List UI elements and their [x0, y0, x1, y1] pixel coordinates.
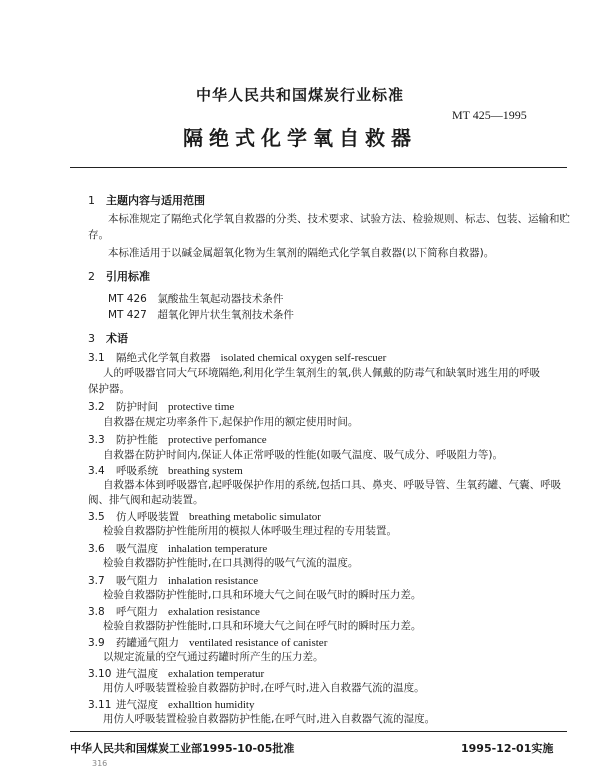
- section-number: 3: [88, 332, 95, 345]
- document-title: 隔绝式化学氧自救器: [183, 126, 417, 150]
- term-definition: 自救器本体到呼吸器官,起呼吸保护作用的系统,包括口具、鼻夹、呼吸导管、生氧药罐、气囊、呼吸: [103, 479, 562, 491]
- term-english: protective time: [168, 401, 235, 413]
- footer-divider: [70, 731, 567, 732]
- term-definition: 检验自救器防护性能时,口具和环境大气之间在呼气时的瞬时压力差。: [103, 620, 422, 632]
- paragraph-line: 本标准适用于以碱金属超氧化物为生氧剂的隔绝式化学氧自救器(以下简称自救器)。: [108, 247, 495, 259]
- reference-item: MT 427 超氧化钾片状生氧剂技术条件: [108, 309, 294, 321]
- term-number: 3.2: [88, 401, 105, 413]
- term-number: 3.11: [88, 699, 112, 711]
- term-definition: 人的呼吸器官同大气环境隔绝,利用化学生氧剂生的氧,供人佩戴的防毒气和缺氧时逃生用的呼吸: [103, 367, 541, 379]
- term-definition: 检验自救器防护性能所用的模拟人体呼吸生理过程的专用装置。: [103, 525, 397, 537]
- section-3-heading: [88, 330, 128, 346]
- term-definition: 保护器。: [88, 383, 130, 395]
- term-heading: [88, 350, 386, 366]
- term-chinese: 进气湿度: [116, 699, 158, 711]
- term-number: 3.10: [88, 668, 112, 680]
- term-number: 3.7: [88, 575, 105, 587]
- paragraph-line: 本标准规定了隔绝式化学氧自救器的分类、技术要求、试验方法、检验规则、标志、包装、运输和贮: [108, 213, 570, 225]
- term-english: isolated chemical oxygen self-rescuer: [220, 352, 387, 364]
- term-heading: [88, 432, 267, 448]
- term-english: inhalation resistance: [168, 575, 259, 587]
- term-number: 3.8: [88, 606, 105, 618]
- term-number: 3.6: [88, 543, 105, 555]
- term-chinese: 吸气温度: [116, 543, 158, 555]
- term-english: ventilated resistance of canister: [189, 637, 328, 649]
- term-english: breathing system: [168, 465, 243, 477]
- term-chinese: 隔绝式化学氧自救器: [116, 352, 211, 364]
- section-title: 引用标准: [106, 270, 150, 283]
- term-number: 3.1: [88, 352, 105, 364]
- term-number: 3.3: [88, 434, 105, 446]
- implementation-date: 1995-12-01实施: [461, 742, 554, 755]
- standard-category-title: 中华人民共和国煤炭行业标准: [195, 86, 404, 104]
- term-definition: 阀、排气阀和起动装置。: [88, 494, 204, 506]
- term-number: 3.5: [88, 511, 105, 523]
- section-number: 2: [88, 270, 95, 283]
- term-number: 3.4: [88, 465, 105, 477]
- term-heading: [88, 399, 234, 415]
- term-chinese: 仿人呼吸装置: [116, 511, 179, 523]
- term-chinese: 防护时间: [116, 401, 158, 413]
- section-title: 术语: [106, 332, 128, 345]
- term-definition: 检验自救器防护性能时,在口具测得的吸气气流的温度。: [103, 557, 359, 569]
- paragraph-line: 存。: [88, 229, 109, 241]
- reference-item: MT 426 氯酸盐生氧起动器技术条件: [108, 293, 284, 305]
- term-chinese: 进气温度: [116, 668, 158, 680]
- term-definition: 检验自救器防护性能时,口具和环境大气之间在吸气时的瞬时压力差。: [103, 589, 422, 601]
- term-english: exhalation temperatur: [168, 668, 265, 680]
- section-number: 1: [88, 194, 95, 207]
- term-english: breathing metabolic simulator: [189, 511, 321, 523]
- standard-number: MT 425—1995: [452, 108, 527, 122]
- term-definition: 用仿人呼吸装置检验自救器防护时,在呼气时,进入自救器气流的温度。: [103, 682, 425, 694]
- approval-statement: 中华人民共和国煤炭工业部1995-10-05批准: [70, 742, 295, 755]
- term-english: exhalltion humidity: [168, 699, 255, 711]
- term-english: exhalation resistance: [168, 606, 260, 618]
- term-chinese: 防护性能: [116, 434, 158, 446]
- term-english: protective perfomance: [168, 434, 267, 446]
- section-title: 主题内容与适用范围: [106, 194, 205, 207]
- term-chinese: 药罐通气阻力: [116, 637, 179, 649]
- term-chinese: 呼气阻力: [116, 606, 158, 618]
- header-divider: [70, 167, 567, 168]
- term-number: 3.9: [88, 637, 105, 649]
- term-definition: 自救器在防护时间内,保证人体正常呼吸的性能(如吸气温度、吸气成分、呼吸阻力等)。: [103, 449, 504, 461]
- section-1-heading: [88, 192, 205, 208]
- section-2-heading: [88, 268, 150, 284]
- term-definition: 以规定流量的空气通过药罐时所产生的压力差。: [103, 651, 324, 663]
- term-definition: 自救器在规定功率条件下,起保护作用的额定使用时间。: [103, 416, 359, 428]
- term-definition: 用仿人呼吸装置检验自救器防护性能,在呼气时,进入自救器气流的湿度。: [103, 713, 436, 725]
- term-english: inhalation temperature: [168, 543, 268, 555]
- term-chinese: 吸气阻力: [116, 575, 158, 587]
- term-chinese: 呼吸系统: [116, 465, 158, 477]
- page-number: 316: [92, 759, 108, 768]
